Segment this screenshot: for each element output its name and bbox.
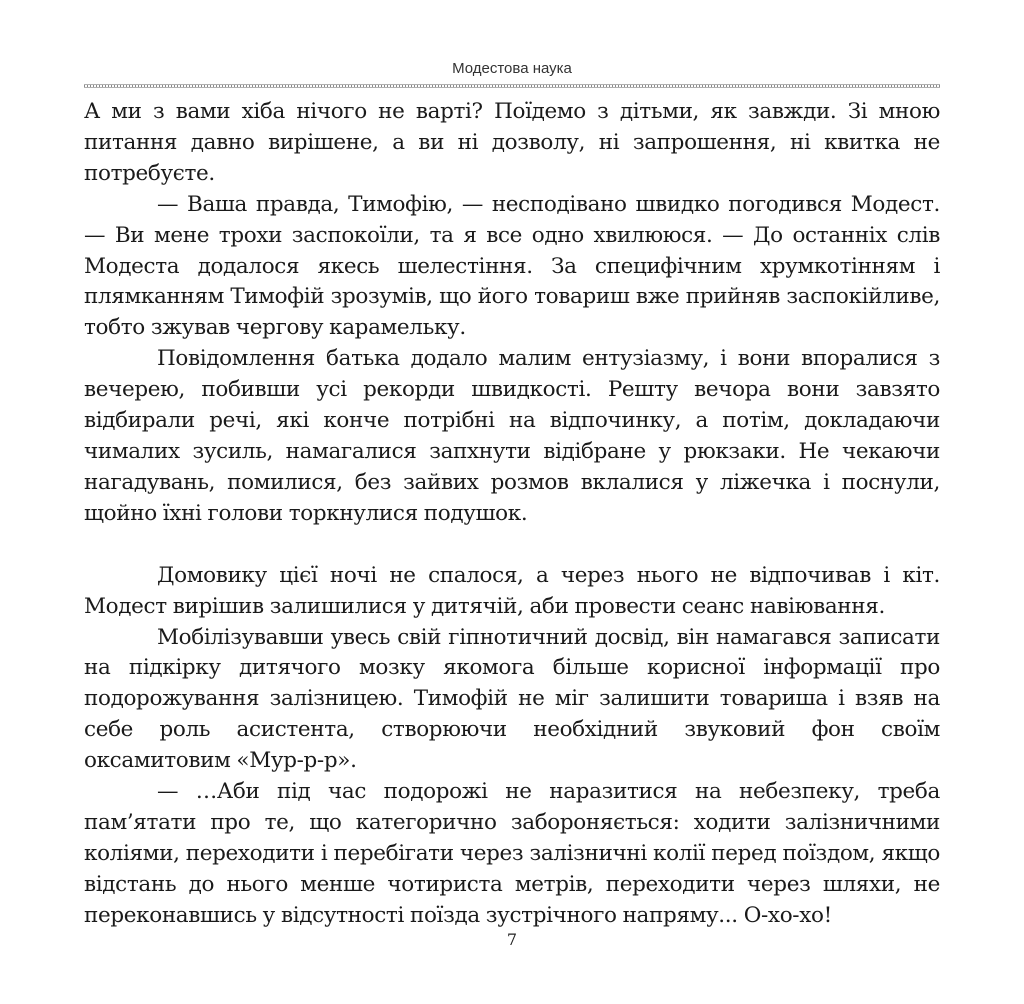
paragraph: Домовику цієї ночі не спалося, а через нього не відпочивав і кіт. Модест вирішив залишилися у дитячій, аби провести сеанс навіювання. — [84, 562, 940, 619]
paragraph: Повідомлення батька додало малим ентузіазму, і вони впоралися з вечерею, побивши усі рекорди швидкості. Решту вечора вони завзято відбирали речі, які конче потрібні на відпочинку, а потім, докладаючи чималих зусиль, намагалися запхнути відібране у рюкзаки. Не чекаючи нагадувань, помилися, без зайвих розмов вклалися у ліжечка і поснули, щойно їхні голови торкнулися подушок. — [84, 346, 940, 526]
body-text — [84, 97, 940, 932]
header-rule — [84, 84, 940, 88]
paragraph: — Ваша правда, Тимофію, — несподівано швидко погодився Модест. — Ви мене трохи заспокоїли, та я все одно хвилююся. — До останніх слів Модеста додалося якесь шелестіння. За специфічним хрумкотінням і плямканням Тимофій зрозумів, що його товариш вже прийняв заспокійливе, тобто зжував чергову карамельку. — [84, 191, 940, 341]
paragraph: А ми з вами хіба нічого не варті? Поїдемо з дітьми, як завжди. Зі мною питання давно вирішене, а ви ні дозволу, ні запрошення, ні квитка не потребуєте. — [84, 99, 940, 186]
running-header: Модестова наука — [452, 60, 572, 77]
page-number: 7 — [506, 930, 518, 949]
paragraph: — …Аби під час подорожі не наразитися на небезпеку, треба пам’ятати про те, що категорично забороняється: ходити залізничними коліями, переходити і перебігати через залізничні колії перед поїздом, якщо відстань до нього менше чотириста метрів, переходити через шляхи, не переконавшись у відсутності поїзда зустрічного напряму... О-хо-хо! — [84, 779, 940, 928]
paragraph: Мобілізувавши увесь свій гіпнотичний досвід, він намагався записати на підкірку дитячого мозку якомога більше корисної інформації про подорожування залізницею. Тимофій не міг залишити товариша і взяв на себе роль асистента, створюючи необхідний звуковий фон своїм оксамитовим «Мур-р-р». — [84, 624, 940, 774]
